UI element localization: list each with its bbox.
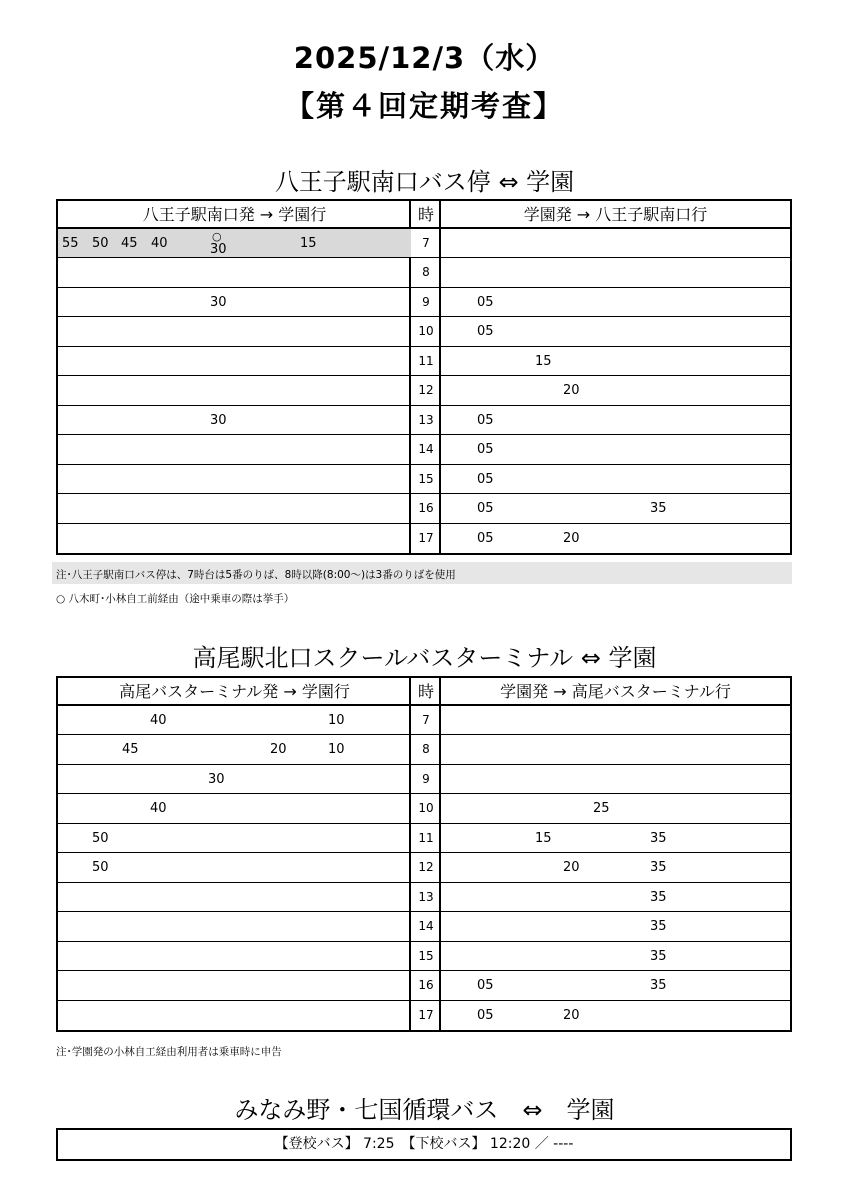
hour-cell: 16 [418,501,434,516]
departure-minute: 30 [210,294,227,310]
departure-minute: 05 [477,501,494,517]
hour-cell: 11 [418,353,434,368]
departure-minute: 50 [92,830,109,846]
departure-minute: 35 [650,919,667,935]
departure-minute: 45 [121,236,138,251]
hour-cell: 13 [418,412,434,427]
departure-minute: 15 [535,830,552,846]
departure-minute: 05 [477,978,494,994]
hour-cell: 16 [418,978,434,993]
table-row [58,376,790,405]
departure-minute: 25 [593,801,610,817]
departure-minute: 15 [535,353,552,369]
hour-cell: 15 [418,948,434,963]
hachioji-header-hour: 時 [411,201,441,229]
takao-header-left: 高尾バスターミナル発 → 学園行 [58,678,411,706]
takao-header-right: 学園発 → 高尾バスターミナル行 [441,678,790,706]
departure-minute: 05 [477,294,494,310]
shaded-cell [58,229,411,257]
departure-minute: 35 [650,948,667,964]
table-row [58,347,790,376]
hour-cell: 12 [418,383,434,398]
hachioji-header-right: 学園発 → 八王子駅南口行 [441,201,790,229]
departure-minute: 20 [563,383,580,399]
table-row [58,1001,790,1030]
departure-minute: 05 [477,442,494,458]
departure-minute: 15 [300,236,317,251]
via-marker-icon: ○ [212,230,222,243]
circulation-times-box: 【登校バス】 7:25 【下校バス】 12:20 ／ ---- [56,1128,792,1161]
table-row [58,317,790,346]
hour-cell: 9 [422,771,430,786]
hour-cell: 9 [422,294,430,309]
table-row [58,735,790,764]
departure-minute: 40 [151,236,168,251]
takao-timetable [56,676,792,1032]
exam-title: 【第４回定期考査】 [284,89,564,123]
hour-cell: 17 [418,1007,434,1022]
departure-minute: 05 [477,530,494,546]
takao-rows [58,706,790,1030]
departure-minute: 35 [650,830,667,846]
hour-cell: 13 [418,889,434,904]
departure-minute: 20 [563,860,580,876]
departure-minute: 10 [328,742,345,758]
hachioji-note-1: 注･八王子駅南口バス停は、7時台は5番のりば、8時以降(8:00～)は3番のりばを使用 [56,569,456,581]
hour-cell: 10 [418,801,434,816]
table-row [58,524,790,553]
table-row [58,465,790,494]
hour-cell: 14 [418,919,434,934]
hour-cell: 7 [422,713,430,727]
table-row [58,229,790,258]
departure-minute: 55 [62,236,79,251]
table-row [58,942,790,971]
date-title: 2025/12/3（水） [293,41,556,75]
table-row [58,765,790,794]
departure-minute: 05 [477,1007,494,1023]
departure-minute: 35 [650,501,667,517]
departure-minute: 10 [328,713,345,728]
table-row [58,258,790,287]
table-row [58,794,790,823]
table-row [58,406,790,435]
departure-minute: 50 [92,236,109,251]
departure-minute: 35 [650,889,667,905]
departure-minute: 05 [477,412,494,428]
departure-minute: 45 [122,742,139,758]
departure-minute: 40 [150,801,167,817]
table-row [58,971,790,1000]
hour-cell: 8 [422,742,430,757]
departure-minute: 30 [208,771,225,787]
hour-cell: 11 [418,830,434,845]
table-row [58,288,790,317]
takao-note: 注･学園発の小林自工経由利用者は乗車時に申告 [56,1046,282,1058]
departure-minute: 35 [650,860,667,876]
circulation-section-title: みなみ野・七国循環バス ⇔ 学園 [234,1096,615,1124]
hachioji-timetable [56,199,792,555]
hour-cell: 7 [422,236,430,250]
hour-cell: 15 [418,471,434,486]
hachioji-rows [58,229,790,553]
table-row [58,883,790,912]
table-row [58,824,790,853]
hachioji-section-title: 八王子駅南口バス停 ⇔ 学園 [274,168,575,196]
departure-minute: 20 [563,530,580,546]
takao-header-hour: 時 [411,678,441,706]
hour-cell: 14 [418,442,434,457]
table-row [58,912,790,941]
hour-cell: 12 [418,860,434,875]
departure-minute: 50 [92,860,109,876]
table-row [58,706,790,735]
hour-cell: 10 [418,324,434,339]
table-row [58,435,790,464]
table-row [58,494,790,523]
departure-minute: 35 [650,978,667,994]
departure-minute: 30 [210,412,227,428]
takao-section-title: 高尾駅北口スクールバスターミナル ⇔ 学園 [192,644,657,672]
table-row [58,853,790,882]
departure-minute: 20 [563,1007,580,1023]
hachioji-note-2: ○ 八木町･小林自工前経由（途中乗車の際は挙手） [56,593,295,605]
departure-minute: 20 [270,742,287,758]
departure-minute: 40 [150,713,167,728]
hour-cell: 8 [422,265,430,280]
hachioji-header-left: 八王子駅南口発 → 学園行 [58,201,411,229]
departure-minute: 30 [210,242,227,257]
departure-minute: 05 [477,324,494,340]
hour-cell: 17 [418,530,434,545]
departure-minute: 05 [477,471,494,487]
